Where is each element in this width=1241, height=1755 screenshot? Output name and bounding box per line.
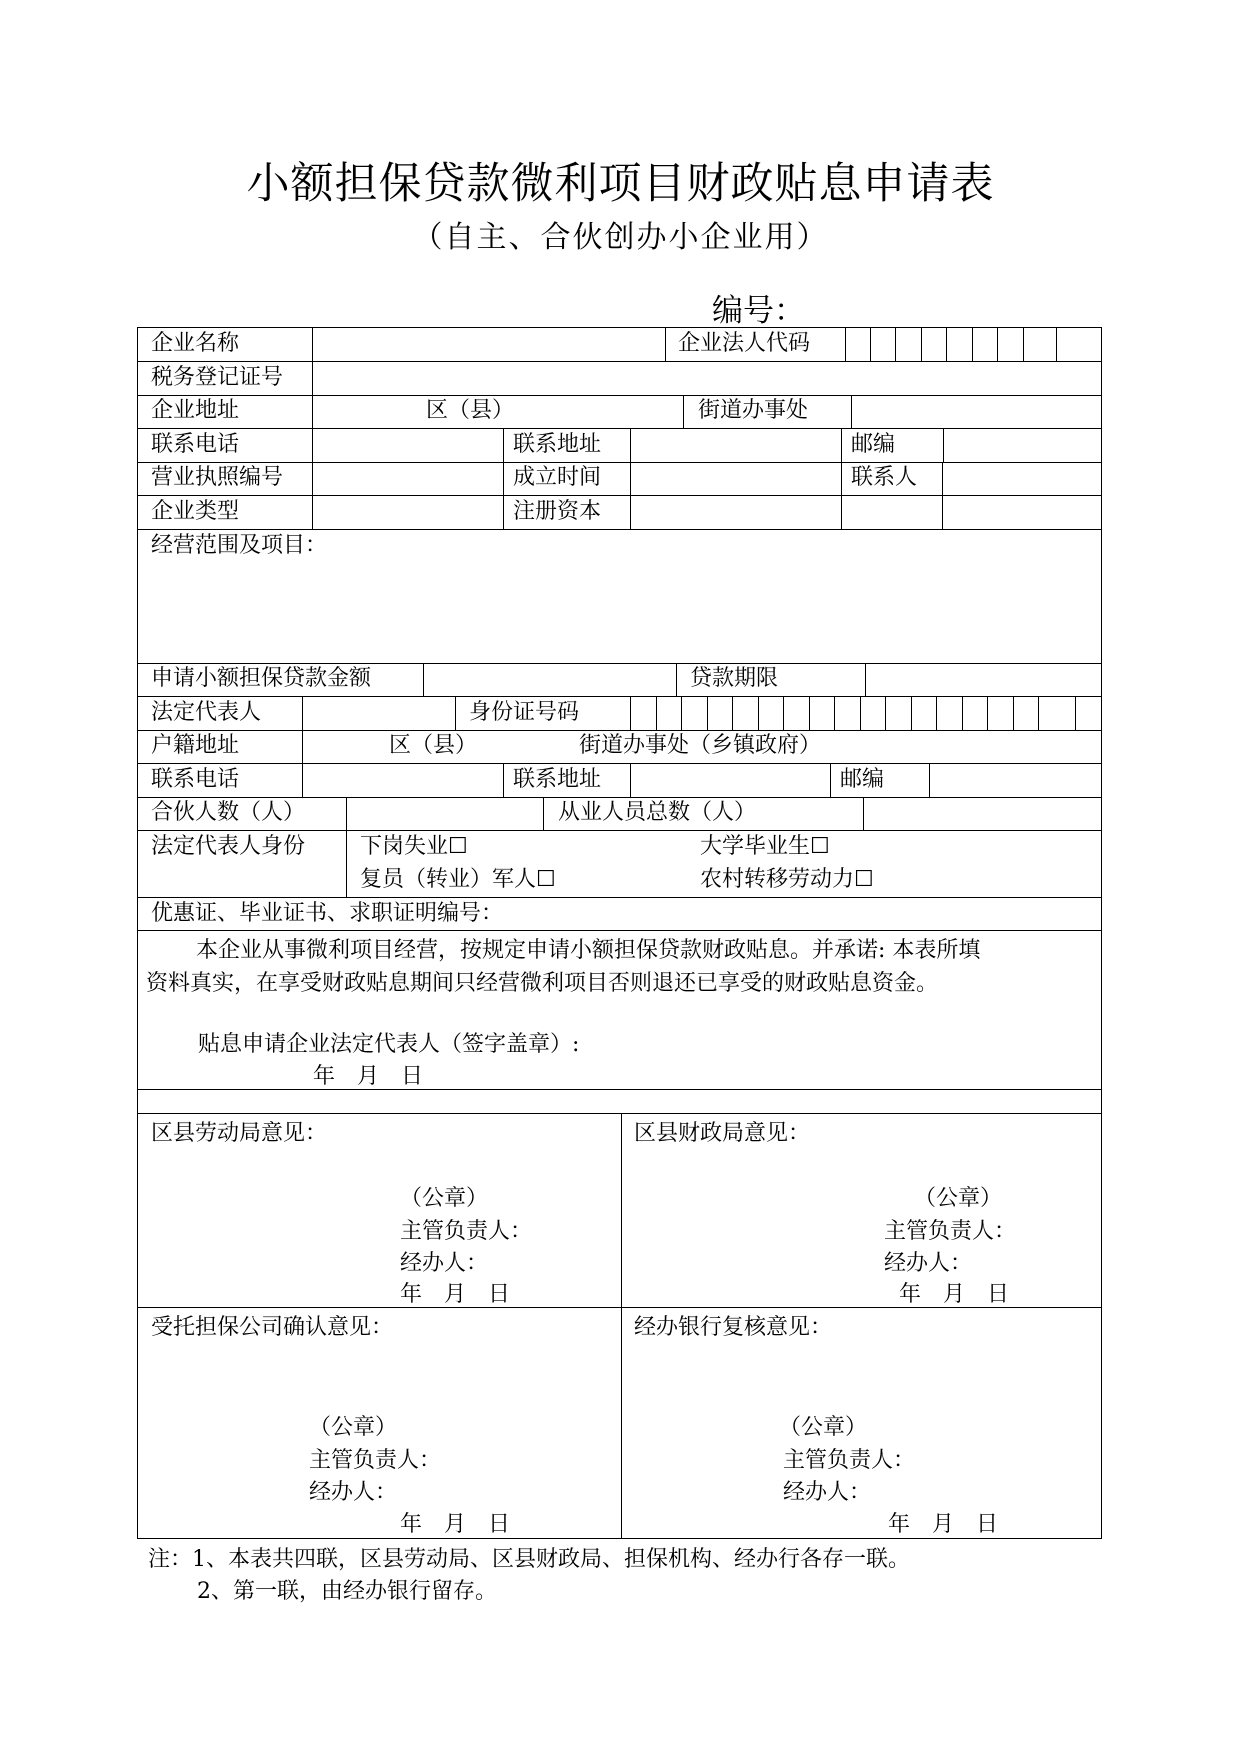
col-divider: [621, 1113, 622, 1539]
identity-option-veteran[interactable]: 复员（转业）军人☐: [360, 867, 556, 892]
row-divider: [138, 797, 1101, 798]
note-line-2: 2、第一联，由经办银行留存。: [197, 1579, 497, 1604]
col-divider: [834, 696, 835, 730]
row-divider: [138, 428, 1101, 429]
col-divider: [929, 763, 930, 797]
handler-label: 经办人：: [309, 1480, 398, 1505]
col-divider: [707, 696, 708, 730]
official-seal: （公章）: [400, 1186, 489, 1211]
col-divider: [972, 328, 973, 361]
col-divider: [312, 395, 313, 529]
col-divider: [783, 696, 784, 730]
col-divider: [885, 696, 886, 730]
label-bank-review-opinion: 经办银行复核意见：: [634, 1315, 833, 1340]
approval-date: 年 月 日: [400, 1282, 511, 1307]
col-divider: [911, 696, 912, 730]
label-street-office: 街道办事处: [698, 398, 809, 423]
row-divider: [138, 897, 1101, 898]
col-divider: [503, 428, 504, 529]
col-divider: [942, 462, 943, 529]
col-divider: [676, 663, 677, 696]
row-divider: [138, 462, 1101, 463]
row-divider: [138, 361, 1101, 362]
row-divider: [138, 830, 1101, 831]
col-divider: [630, 763, 631, 797]
col-divider: [1056, 328, 1057, 361]
identity-option-laid-off[interactable]: 下岗失业☐: [360, 834, 468, 859]
declaration-text: [146, 934, 1096, 1000]
label-certificate-number: 优惠证、毕业证书、求职证明编号：: [151, 901, 504, 926]
row-divider: [138, 663, 1101, 664]
col-divider: [543, 797, 544, 830]
label-business-scope: 经营范围及项目：: [151, 533, 328, 558]
handler-label: 经办人：: [783, 1480, 872, 1505]
official-seal: （公章）: [309, 1415, 398, 1440]
row-divider: [138, 529, 1101, 530]
col-divider: [936, 696, 937, 730]
col-divider: [665, 328, 666, 361]
col-divider: [845, 328, 846, 361]
col-divider: [962, 696, 963, 730]
district-text: 区（县）: [426, 398, 515, 423]
label-contact-address: 联系地址: [513, 432, 602, 457]
declaration-line: 本企业从事微利项目经营，按规定申请小额担保贷款财政贴息。并承诺: 本表所填: [196, 938, 981, 963]
label-partner-count: 合伙人数（人）: [151, 800, 306, 825]
label-loan-term: 贷款期限: [690, 666, 779, 691]
row-divider: [138, 696, 1101, 697]
col-divider: [1013, 696, 1014, 730]
row-divider: [138, 495, 1101, 496]
label-phone: 联系电话: [151, 432, 240, 457]
col-divider: [681, 696, 682, 730]
row-divider: [138, 930, 1101, 931]
col-divider: [863, 797, 864, 830]
official-seal: （公章）: [779, 1415, 868, 1440]
page-subtitle: （自主、合伙创办小企业用）: [412, 220, 829, 255]
page-title: 小额担保贷款微利项目财政贴息申请表: [246, 159, 995, 209]
supervisor-label: 主管负责人：: [400, 1219, 533, 1244]
col-divider: [921, 328, 922, 361]
label-enterprise-type: 企业类型: [151, 499, 240, 524]
col-divider: [758, 696, 759, 730]
col-divider: [946, 328, 947, 361]
note-line-1: 注：1、本表共四联，区县劳动局、区县财政局、担保机构、经办行各存一联。: [148, 1547, 910, 1572]
col-divider: [851, 395, 852, 428]
col-divider: [1075, 696, 1076, 730]
identity-option-graduate[interactable]: 大学毕业生☐: [700, 834, 830, 859]
col-divider: [683, 395, 684, 428]
declaration-line: 资料真实，在享受财政贴息期间只经营微利项目否则退还已享受的财政贴息资金。: [146, 971, 939, 996]
label-license-number: 营业执照编号: [151, 465, 284, 490]
label-enterprise-address: 企业地址: [151, 398, 240, 423]
row-divider: [138, 1113, 1101, 1114]
label-legal-representative: 法定代表人: [151, 700, 262, 725]
supervisor-label: 主管负责人：: [783, 1448, 916, 1473]
identity-option-rural-labor[interactable]: 农村转移劳动力☐: [700, 867, 874, 892]
handler-label: 经办人：: [400, 1251, 489, 1276]
col-divider: [830, 763, 831, 797]
label-guarantor-opinion: 受托担保公司确认意见：: [151, 1315, 394, 1340]
serial-number-label: 编号：: [712, 293, 805, 329]
col-divider: [732, 696, 733, 730]
row-divider: [138, 730, 1101, 731]
label-tax-registration: 税务登记证号: [151, 365, 284, 390]
declaration-date: 年 月 日: [313, 1064, 424, 1089]
row-divider: [138, 395, 1101, 396]
col-divider: [1023, 328, 1024, 361]
col-divider: [312, 328, 313, 395]
col-divider: [455, 696, 456, 730]
label-representative-identity: 法定代表人身份: [151, 834, 306, 859]
label-loan-amount: 申请小额担保贷款金额: [151, 666, 372, 691]
label-legal-code: 企业法人代码: [678, 331, 811, 356]
label-employee-count: 从业人员总数（人）: [558, 800, 757, 825]
label-established-date: 成立时间: [513, 465, 602, 490]
col-divider: [630, 696, 631, 730]
supervisor-label: 主管负责人：: [884, 1219, 1017, 1244]
label-contact-address: 联系地址: [513, 767, 602, 792]
label-id-number: 身份证号码: [469, 700, 580, 725]
label-labor-bureau-opinion: 区县劳动局意见：: [151, 1121, 328, 1146]
col-divider: [895, 328, 896, 361]
col-divider: [841, 428, 842, 529]
official-seal: （公章）: [914, 1186, 1003, 1211]
label-enterprise-name: 企业名称: [151, 331, 240, 356]
label-registered-capital: 注册资本: [513, 499, 602, 524]
col-divider: [423, 663, 424, 696]
col-divider: [997, 328, 998, 361]
col-divider: [656, 696, 657, 730]
col-divider: [943, 428, 944, 462]
row-divider: [138, 763, 1101, 764]
street-township-text: 街道办事处（乡镇政府）: [579, 733, 822, 758]
col-divider: [987, 696, 988, 730]
col-divider: [630, 428, 631, 529]
approval-date: 年 月 日: [899, 1282, 1010, 1307]
handler-label: 经办人：: [884, 1251, 973, 1276]
col-divider: [870, 328, 871, 361]
signature-label: 贴息申请企业法定代表人（签字盖章）:: [198, 1032, 580, 1057]
col-divider: [865, 663, 866, 696]
supervisor-label: 主管负责人：: [309, 1448, 442, 1473]
label-household-address: 户籍地址: [151, 733, 240, 758]
col-divider: [302, 696, 303, 797]
col-divider: [1038, 696, 1039, 730]
col-divider: [860, 696, 861, 730]
row-divider: [138, 1089, 1101, 1090]
label-finance-bureau-opinion: 区县财政局意见：: [634, 1121, 811, 1146]
approval-date: 年 月 日: [888, 1512, 999, 1537]
application-form: [137, 327, 1102, 1539]
label-postcode: 邮编: [840, 767, 885, 792]
approval-date: 年 月 日: [400, 1512, 511, 1537]
label-contact-person: 联系人: [851, 465, 918, 490]
col-divider: [503, 763, 504, 797]
district-text: 区（县）: [389, 733, 478, 758]
label-phone: 联系电话: [151, 767, 240, 792]
col-divider: [809, 696, 810, 730]
label-postcode: 邮编: [851, 432, 896, 457]
col-divider: [346, 797, 347, 897]
